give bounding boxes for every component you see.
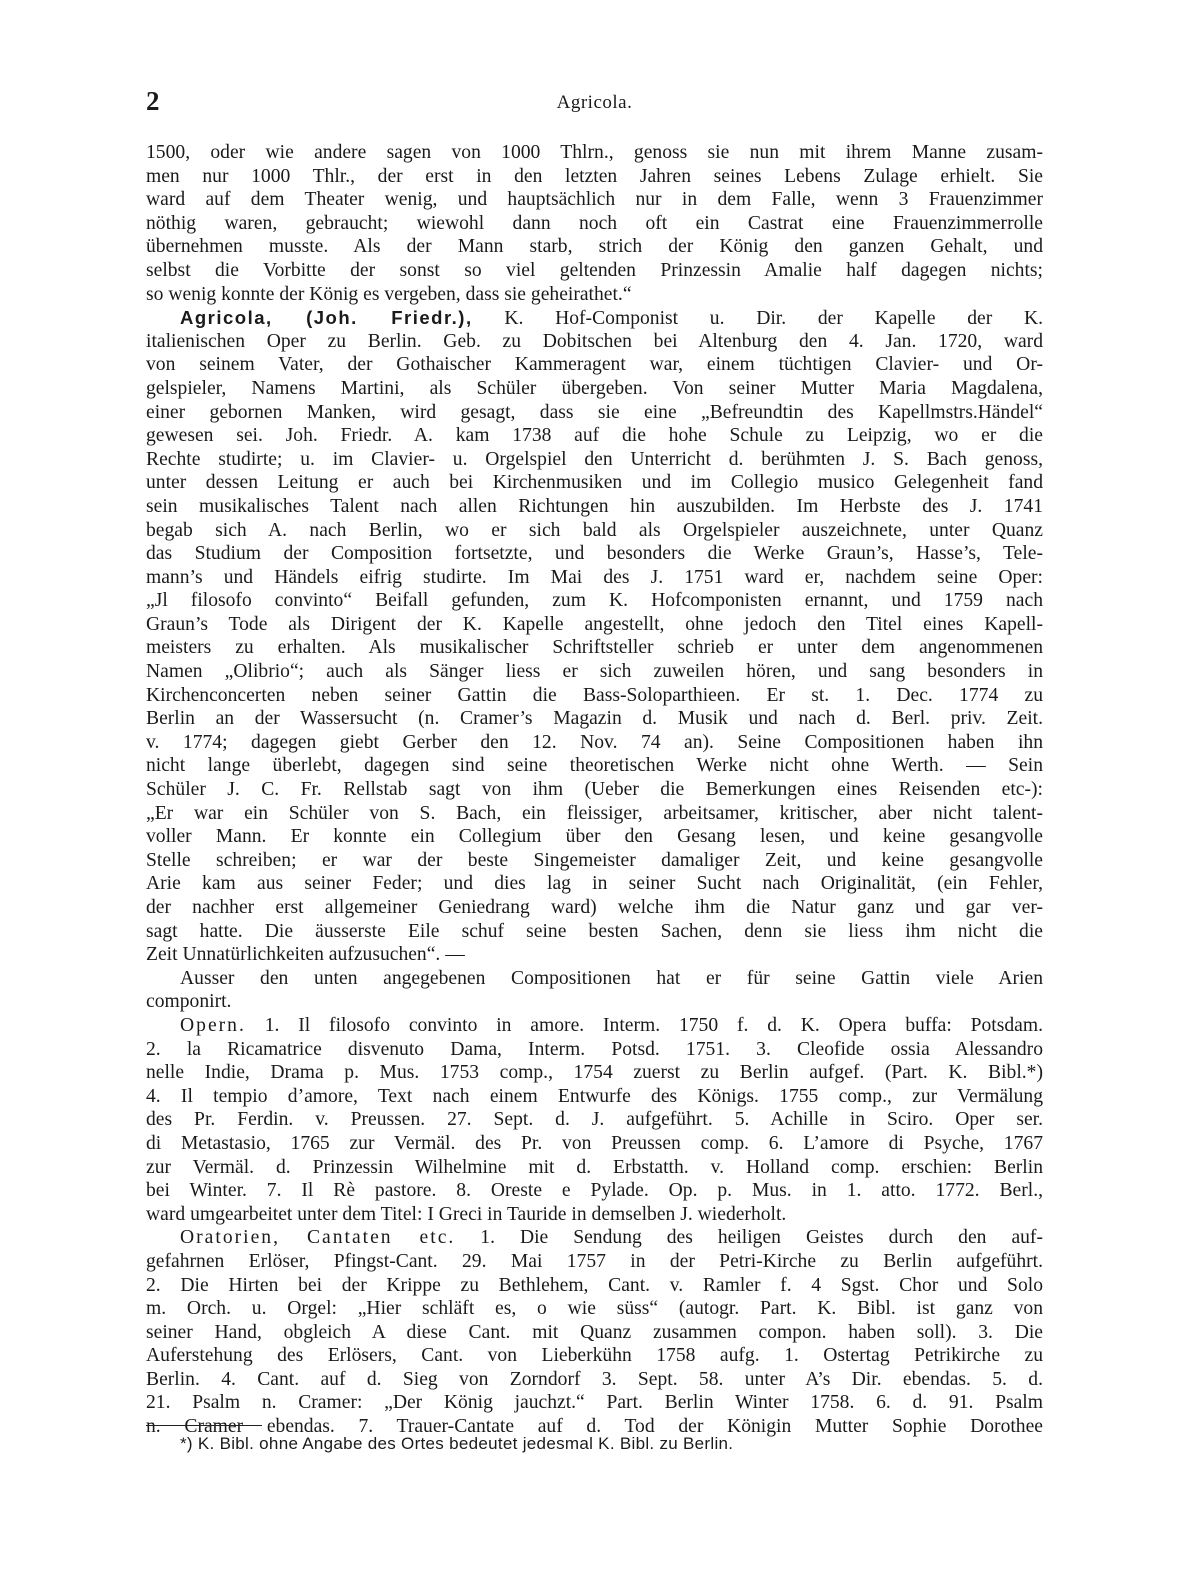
text-line: n. Cramer ebendas. 7. Trauer-Cantate auf d. Tod der Königin Mutter Sophie Dorothee — [146, 1416, 1043, 1438]
section-opern-line — [146, 1014, 1043, 1038]
text-line: des Pr. Ferdin. v. Preussen. 27. Sept. d. J. aufgeführt. 5. Achille in Sciro. Oper ser. — [146, 1109, 1043, 1131]
text-line: Berlin an der Wassersucht (n. Cramer’s Magazin d. Musik und nach d. Berl. priv. Zeit. — [146, 708, 1043, 730]
section-opern-rest: 1. Il filosofo convinto in amore. Interm. 1750 f. d. K. Opera buffa: Potsdam. — [264, 1014, 1043, 1036]
text-line: mann’s und Händels eifrig studirte. Im Mai des J. 1751 ward er, nachdem seine Oper: — [146, 566, 1043, 588]
section-heading-oratorien: Oratorien, Cantaten etc. — [180, 1227, 456, 1249]
entry-lemma: Agricola, (Joh. Friedr.), — [180, 307, 473, 329]
text-line: v. 1774; dagegen giebt Gerber den 12. Nov. 74 an). Seine Compositionen haben ihn — [146, 731, 1043, 753]
text-line: 2. la Ricamatrice disvenuto Dama, Interm. Potsd. 1751. 3. Cleofide ossia Alessandro — [146, 1038, 1043, 1060]
text-line: ward umgearbeitet unter dem Titel: I Greci in Tauride in demselben J. wiederholt. — [146, 1203, 787, 1225]
text-line: meisters zu erhalten. Als musikalischer Schriftsteller schrieb er unter dem angenommenen — [146, 637, 1043, 659]
text-line: der nachher erst allgemeiner Geniedrang ward) welche ihm die Natur ganz und gar ver- — [146, 897, 1043, 918]
text-line: 1500, oder wie andere sagen von 1000 Thlrn., genoss sie nun mit ihrem Manne zusam- — [146, 142, 1043, 163]
text-line: voller Mann. Er konnte ein Collegium über den Gesang lesen, und keine gesangvolle — [146, 826, 1043, 848]
text-line: 2. Die Hirten bei der Krippe zu Bethlehem, Cant. v. Ramler f. 4 Sgst. Chor und Solo — [146, 1274, 1043, 1296]
text-line: men nur 1000 Thlr., der erst in den letzten Jahren seines Lebens Zulage erhielt. Sie — [146, 165, 1043, 187]
page-number: 2 — [146, 86, 160, 116]
text-line: seiner Hand, obgleich A diese Cant. mit Quanz zusammen compon. haben soll). 3. Die — [146, 1321, 1043, 1343]
text-line: Auferstehung des Erlösers, Cant. von Lieberkühn 1758 aufg. 1. Ostertag Petrikirche zu — [146, 1345, 1043, 1367]
text-line: unter dessen Leitung er auch bei Kirchenmusiken und im Collegio musico Gelegenheit fand — [146, 472, 1043, 494]
text-line: Arie kam aus seiner Feder; und dies lag in seiner Sucht nach Originalität, (ein Fehler, — [146, 873, 1043, 895]
text-line: italienischen Oper zu Berlin. Geb. zu Dobitschen bei Altenburg den 4. Jan. 1720, ward — [146, 330, 1043, 352]
text-line: nicht lange überlebt, dagegen sind seine theoretischen Werke nicht ohne Werth. — Sein — [146, 755, 1043, 777]
main-text — [146, 141, 1043, 1439]
section-heading-opern: Opern. — [180, 1014, 246, 1036]
page-header — [146, 86, 1043, 120]
text-line: „Jl filosofo convinto“ Beifall gefunden, zum K. Hofcomponisten ernannt, und 1759 nach — [146, 590, 1043, 612]
text-line: gelspieler, Namens Martini, als Schüler übergeben. Von seiner Mutter Maria Magdalena, — [146, 377, 1043, 399]
text-line: begab sich A. nach Berlin, wo er sich bald als Orgelspieler auszeichnete, unter Quanz — [146, 519, 1043, 541]
text-line: bei Winter. 7. Il Rè pastore. 8. Oreste e Pylade. Op. p. Mus. in 1. atto. 1772. Berl., — [146, 1180, 1043, 1202]
text-line: 21. Psalm n. Cramer: „Der König jauchzt.“ Part. Berlin Winter 1758. 6. d. 91. Psalm — [146, 1392, 1043, 1414]
text-line: nöthig waren, gebraucht; wiewohl dann noch oft ein Castrat eine Frauenzimmerrolle — [146, 212, 1043, 234]
text-line: Stelle schreiben; er war der beste Singemeister damaliger Zeit, und keine gesangvolle — [146, 849, 1043, 871]
text-line: gewesen sei. Joh. Friedr. A. kam 1738 auf die hohe Schule zu Leipzig, wo er die — [146, 425, 1043, 447]
text-line: so wenig konnte der König es vergeben, dass sie geheirathet.“ — [146, 283, 632, 305]
text-line: Ausser den unten angegebenen Compositionen hat er für seine Gattin viele Arien — [180, 967, 1043, 989]
text-line: zur Vermäl. d. Prinzessin Wilhelmine mit d. Erbstatth. v. Holland comp. erschien: Berlin — [146, 1156, 1043, 1178]
text-line: Rechte studirte; u. im Clavier- u. Orgelspiel den Unterricht d. berühmten J. S. Bach genoss, — [146, 448, 1043, 470]
footnote: *) K. Bibl. ohne Angabe des Ortes bedeutet jedesmal K. Bibl. zu Berlin. — [180, 1434, 734, 1453]
text-line: Namen „Olibrio“; auch als Sänger liess er sich zuweilen hören, und sang besonders in — [146, 661, 1043, 683]
text-line: einer gebornen Manken, wird gesagt, dass sie eine „Befreundtin des Kapellmstrs.Händel“ — [146, 401, 1043, 423]
text-line: nelle Indie, Drama p. Mus. 1753 comp., 1754 zuerst zu Berlin aufgef. (Part. K. Bibl.*) — [146, 1062, 1043, 1084]
text-line: ward auf dem Theater wenig, und hauptsächlich nur in dem Falle, wenn 3 Frauenzimmer — [146, 189, 1043, 211]
text-line: sein musikalisches Talent nach allen Richtungen hin auszubilden. Im Herbste des J. 1741 — [146, 495, 1043, 517]
section-oratorien-line — [146, 1226, 1043, 1250]
footnote-divider — [146, 1425, 262, 1426]
text-line: Graun’s Tode als Dirigent der K. Kapelle angestellt, ohne jedoch den Titel eines Kapell- — [146, 613, 1043, 635]
text-line: Schüler J. C. Fr. Rellstab sagt von ihm (Ueber die Bemerkungen eines Reisenden etc-): — [146, 779, 1043, 801]
text-line: Berlin. 4. Cant. auf d. Sieg von Zorndorf 3. Sept. 58. unter A’s Dir. ebendas. 5. d. — [146, 1368, 1043, 1390]
text-line: 4. Il tempio d’amore, Text nach einem Entwurfe des Königs. 1755 comp., zur Vermälung — [146, 1085, 1043, 1107]
section-oratorien-rest: 1. Die Sendung des heiligen Geistes durch den auf- — [480, 1227, 1043, 1249]
text-line: sagt hatte. Die äusserste Eile schuf seine besten Sachen, denn sie liess ihm nicht die — [146, 920, 1043, 942]
text-line: „Er war ein Schüler von S. Bach, ein fleissiger, arbeitsamer, kritischer, aber nicht talent- — [146, 802, 1043, 824]
running-title: Agricola. — [556, 92, 633, 113]
text-line: das Studium der Composition fortsetzte, und besonders die Werke Graun’s, Hasse’s, Tele- — [146, 543, 1043, 565]
text-line: gefahrnen Erlöser, Pfingst-Cant. 29. Mai 1757 in der Petri-Kirche zu Berlin aufgeführt. — [146, 1250, 1043, 1272]
text-line: di Metastasio, 1765 zur Vermäl. des Pr. von Preussen comp. 6. L’amore di Psyche, 1767 — [146, 1132, 1043, 1154]
entry-heading-rest: K. Hof-Componist u. Dir. der Kapelle der K. — [504, 308, 1043, 330]
text-line: selbst die Vorbitte der sonst so viel geltenden Prinzessin Amalie half dagegen nichts; — [146, 259, 1043, 281]
text-line: von seinem Vater, der Gothaischer Kammeragent war, einem tüchtigen Clavier- und Or- — [146, 354, 1043, 376]
text-line: übernehmen musste. Als der Mann starb, strich der König den ganzen Gehalt, und — [146, 236, 1043, 258]
text-line: m. Orch. u. Orgel: „Hier schläft es, o wie süss“ (autogr. Part. K. Bibl. ist ganz von — [146, 1298, 1043, 1320]
text-line: componirt. — [146, 991, 232, 1013]
entry-heading-line — [146, 306, 1043, 330]
text-line: Kirchenconcerten neben seiner Gattin die Bass-Soloparthieen. Er st. 1. Dec. 1774 zu — [146, 684, 1043, 706]
text-line: Zeit Unnatürlichkeiten aufzusuchen“. — — [146, 944, 465, 966]
